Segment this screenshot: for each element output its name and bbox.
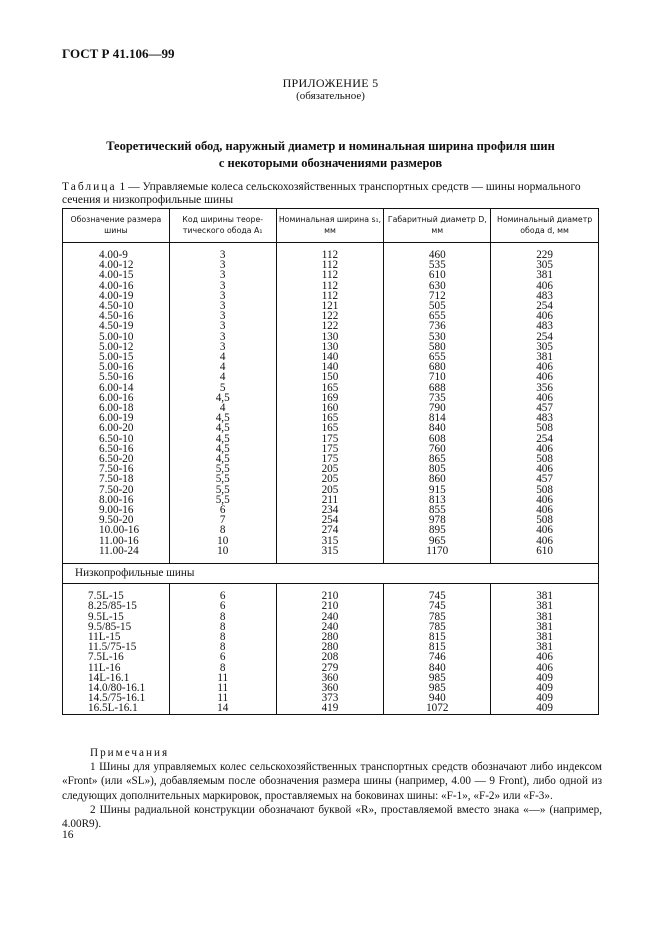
cell-size: 7.5L-15 xyxy=(63,591,170,601)
cell-width: 205 xyxy=(276,474,384,484)
cell-size: 6.50-16 xyxy=(63,444,170,454)
cell-width: 210 xyxy=(276,591,384,601)
cell-rim-code: 8 xyxy=(169,525,276,535)
page-number: 16 xyxy=(62,829,74,841)
cell-size: 14L-16.1 xyxy=(63,673,170,683)
cell-diameter: 655 xyxy=(384,311,491,321)
table-row xyxy=(63,703,599,714)
cell-width: 175 xyxy=(276,454,384,464)
table-row xyxy=(63,601,599,611)
cell-diameter: 840 xyxy=(384,423,491,433)
cell-size: 4.50-16 xyxy=(63,311,170,321)
table-caption-label: Таблица xyxy=(62,181,117,193)
cell-rim-diameter: 305 xyxy=(491,260,599,270)
cell-size: 6.00-19 xyxy=(63,413,170,423)
cell-rim-diameter: 381 xyxy=(491,622,599,632)
cell-rim-code: 4 xyxy=(169,403,276,413)
cell-rim-diameter: 409 xyxy=(491,693,599,703)
cell-rim-code: 6 xyxy=(169,652,276,662)
cell-rim-diameter: 406 xyxy=(491,495,599,505)
cell-size: 7.50-20 xyxy=(63,485,170,495)
header-rim-code: Код ширины теоре-тического обода A₁ xyxy=(169,209,276,243)
cell-rim-code: 4,5 xyxy=(169,393,276,403)
cell-size: 5.00-10 xyxy=(63,332,170,342)
cell-rim-code: 6 xyxy=(169,505,276,515)
cell-rim-diameter: 406 xyxy=(491,281,599,291)
cell-width: 360 xyxy=(276,683,384,693)
cell-rim-diameter: 483 xyxy=(491,321,599,331)
cell-rim-code: 11 xyxy=(169,683,276,693)
cell-rim-diameter: 483 xyxy=(491,291,599,301)
cell-diameter: 840 xyxy=(384,663,491,673)
cell-rim-diameter: 229 xyxy=(491,250,599,260)
cell-size: 5.00-12 xyxy=(63,342,170,352)
cell-width: 315 xyxy=(276,546,384,556)
title-line-1: Теоретический обод, наружный диаметр и номинальная ширина профиля шин xyxy=(106,139,555,153)
header-diameter: Габаритный диаметр D, мм xyxy=(384,209,491,243)
cell-rim-code: 6 xyxy=(169,591,276,601)
cell-width: 112 xyxy=(276,260,384,270)
cell-rim-diameter: 508 xyxy=(491,515,599,525)
cell-diameter: 965 xyxy=(384,536,491,546)
cell-rim-code: 5,5 xyxy=(169,495,276,505)
cell-width: 208 xyxy=(276,652,384,662)
cell-size: 14.5/75-16.1 xyxy=(63,693,170,703)
cell-width: 165 xyxy=(276,413,384,423)
cell-rim-diameter: 406 xyxy=(491,505,599,515)
cell-size: 6.00-14 xyxy=(63,383,170,393)
note-2: 2 Шины радиальной конструкции обозначают буквой «R», проставляемой вместо знака «—» (например, 4.00R9). xyxy=(62,803,602,831)
cell-diameter: 580 xyxy=(384,342,491,352)
cell-diameter: 790 xyxy=(384,403,491,413)
cell-rim-code: 3 xyxy=(169,321,276,331)
cell-rim-diameter: 406 xyxy=(491,362,599,372)
cell-rim-diameter: 381 xyxy=(491,642,599,652)
cell-diameter: 505 xyxy=(384,301,491,311)
cell-size: 7.50-16 xyxy=(63,464,170,474)
cell-size: 7.5L-16 xyxy=(63,652,170,662)
cell-size: 9.5/85-15 xyxy=(63,622,170,632)
cell-width: 121 xyxy=(276,301,384,311)
cell-rim-code: 5,5 xyxy=(169,464,276,474)
cell-diameter: 760 xyxy=(384,444,491,454)
section-label: Низкопрофильные шины xyxy=(63,564,599,584)
cell-size: 4.00-15 xyxy=(63,270,170,280)
cell-rim-diameter: 305 xyxy=(491,342,599,352)
cell-width: 130 xyxy=(276,342,384,352)
lowprofile-tires-body xyxy=(63,564,599,714)
cell-width: 205 xyxy=(276,485,384,495)
table-caption xyxy=(62,181,602,207)
cell-rim-code: 5,5 xyxy=(169,485,276,495)
cell-rim-diameter: 508 xyxy=(491,423,599,433)
cell-rim-code: 4,5 xyxy=(169,444,276,454)
cell-rim-diameter: 381 xyxy=(491,270,599,280)
cell-rim-diameter: 610 xyxy=(491,546,599,556)
cell-rim-diameter: 406 xyxy=(491,652,599,662)
cell-rim-diameter: 457 xyxy=(491,403,599,413)
cell-width: 112 xyxy=(276,291,384,301)
cell-diameter: 746 xyxy=(384,652,491,662)
cell-rim-code: 3 xyxy=(169,250,276,260)
cell-size: 11.00-24 xyxy=(63,546,170,556)
cell-width: 210 xyxy=(276,601,384,611)
cell-width: 150 xyxy=(276,372,384,382)
cell-width: 160 xyxy=(276,403,384,413)
cell-size: 4.50-19 xyxy=(63,321,170,331)
cell-width: 130 xyxy=(276,332,384,342)
cell-size: 7.50-18 xyxy=(63,474,170,484)
cell-width: 205 xyxy=(276,464,384,474)
cell-rim-diameter: 409 xyxy=(491,703,599,714)
cell-rim-code: 5,5 xyxy=(169,474,276,484)
document-header: ГОСТ Р 41.106—99 xyxy=(62,46,175,61)
cell-rim-code: 3 xyxy=(169,342,276,352)
cell-size: 8.25/85-15 xyxy=(63,601,170,611)
cell-rim-diameter: 381 xyxy=(491,632,599,642)
cell-diameter: 460 xyxy=(384,250,491,260)
cell-rim-diameter: 406 xyxy=(491,536,599,546)
cell-size: 14.0/80-16.1 xyxy=(63,683,170,693)
cell-width: 274 xyxy=(276,525,384,535)
cell-rim-diameter: 483 xyxy=(491,413,599,423)
cell-diameter: 915 xyxy=(384,485,491,495)
cell-diameter: 785 xyxy=(384,622,491,632)
cell-rim-diameter: 381 xyxy=(491,601,599,611)
cell-width: 140 xyxy=(276,362,384,372)
cell-size: 6.00-16 xyxy=(63,393,170,403)
cell-rim-code: 7 xyxy=(169,515,276,525)
table-row xyxy=(63,652,599,662)
cell-size: 9.50-20 xyxy=(63,515,170,525)
cell-width: 419 xyxy=(276,703,384,714)
appendix-subtitle: (обязательное) xyxy=(296,90,365,102)
cell-size: 11.00-16 xyxy=(63,536,170,546)
cell-rim-diameter: 254 xyxy=(491,434,599,444)
cell-rim-code: 8 xyxy=(169,632,276,642)
cell-rim-code: 8 xyxy=(169,642,276,652)
cell-rim-code: 3 xyxy=(169,311,276,321)
header-width: Номинальная ширина s₁, мм xyxy=(276,209,384,243)
cell-rim-diameter: 406 xyxy=(491,393,599,403)
note-1: 1 Шины для управляемых колес сельскохозяйственных транспортных средств обозначают либо индексом «Front» (или «SL»), добавляемым после обозначения размера шины (например, 4.00 — 9 Front), либо одной из следующих дополнительных маркировок, проставляемых на боковинах шины: «F-1», «F-2» или «F-3». xyxy=(62,761,602,802)
cell-size: 16.5L-16.1 xyxy=(63,703,170,714)
cell-size: 6.00-20 xyxy=(63,423,170,433)
cell-rim-code: 8 xyxy=(169,612,276,622)
cell-width: 373 xyxy=(276,693,384,703)
cell-size: 5.00-15 xyxy=(63,352,170,362)
cell-width: 122 xyxy=(276,311,384,321)
cell-width: 165 xyxy=(276,383,384,393)
header-size: Обозначение размера шины xyxy=(63,209,170,243)
cell-size: 4.00-19 xyxy=(63,291,170,301)
cell-width: 279 xyxy=(276,663,384,673)
cell-width: 175 xyxy=(276,434,384,444)
cell-diameter: 865 xyxy=(384,454,491,464)
cell-diameter: 813 xyxy=(384,495,491,505)
cell-rim-diameter: 508 xyxy=(491,454,599,464)
cell-rim-code: 3 xyxy=(169,281,276,291)
cell-size: 6.50-20 xyxy=(63,454,170,464)
cell-diameter: 535 xyxy=(384,260,491,270)
tire-table xyxy=(62,208,599,715)
cell-size: 4.00-9 xyxy=(63,250,170,260)
cell-size: 5.00-16 xyxy=(63,362,170,372)
cell-diameter: 712 xyxy=(384,291,491,301)
cell-diameter: 785 xyxy=(384,612,491,622)
cell-rim-code: 3 xyxy=(169,270,276,280)
notes-heading: Примечания xyxy=(90,747,170,759)
cell-rim-diameter: 406 xyxy=(491,663,599,673)
cell-rim-diameter: 254 xyxy=(491,332,599,342)
cell-rim-diameter: 409 xyxy=(491,673,599,683)
cell-diameter: 1170 xyxy=(384,546,491,556)
cell-diameter: 860 xyxy=(384,474,491,484)
section-row xyxy=(63,564,599,584)
cell-width: 112 xyxy=(276,281,384,291)
cell-diameter: 815 xyxy=(384,632,491,642)
cell-rim-diameter: 409 xyxy=(491,683,599,693)
cell-rim-diameter: 356 xyxy=(491,383,599,393)
cell-rim-diameter: 457 xyxy=(491,474,599,484)
cell-size: 4.00-12 xyxy=(63,260,170,270)
header-rim-diameter: Номинальный диаметр обода d, мм xyxy=(491,209,599,243)
cell-rim-code: 4 xyxy=(169,352,276,362)
cell-size: 11L-15 xyxy=(63,632,170,642)
table-caption-text: 1 — Управляемые колеса сельскохозяйственных транспортных средств — шины нормального сечения и низкопрофильные шины xyxy=(62,181,581,206)
cell-diameter: 745 xyxy=(384,601,491,611)
cell-diameter: 814 xyxy=(384,413,491,423)
table-header-row xyxy=(63,209,599,243)
cell-rim-code: 4 xyxy=(169,362,276,372)
cell-rim-code: 8 xyxy=(169,663,276,673)
cell-size: 4.50-10 xyxy=(63,301,170,311)
cell-diameter: 940 xyxy=(384,693,491,703)
cell-size: 9.5L-15 xyxy=(63,612,170,622)
cell-rim-code: 3 xyxy=(169,301,276,311)
cell-rim-diameter: 381 xyxy=(491,352,599,362)
cell-diameter: 985 xyxy=(384,673,491,683)
cell-size: 4.00-16 xyxy=(63,281,170,291)
cell-rim-diameter: 406 xyxy=(491,311,599,321)
cell-width: 211 xyxy=(276,495,384,505)
cell-size: 9.00-16 xyxy=(63,505,170,515)
cell-rim-code: 11 xyxy=(169,673,276,683)
cell-width: 122 xyxy=(276,321,384,331)
cell-rim-code: 10 xyxy=(169,546,276,556)
cell-diameter: 630 xyxy=(384,281,491,291)
cell-width: 112 xyxy=(276,270,384,280)
cell-diameter: 530 xyxy=(384,332,491,342)
cell-diameter: 710 xyxy=(384,372,491,382)
cell-size: 8.00-16 xyxy=(63,495,170,505)
cell-rim-code: 8 xyxy=(169,622,276,632)
cell-width: 165 xyxy=(276,423,384,433)
cell-width: 360 xyxy=(276,673,384,683)
cell-diameter: 610 xyxy=(384,270,491,280)
cell-width: 112 xyxy=(276,250,384,260)
cell-width: 240 xyxy=(276,622,384,632)
cell-width: 140 xyxy=(276,352,384,362)
appendix-title: ПРИЛОЖЕНИЕ 5 xyxy=(282,76,379,90)
cell-rim-code: 6 xyxy=(169,601,276,611)
cell-size: 5.50-16 xyxy=(63,372,170,382)
cell-size: 11L-16 xyxy=(63,663,170,673)
cell-diameter: 978 xyxy=(384,515,491,525)
cell-width: 280 xyxy=(276,642,384,652)
cell-rim-code: 5 xyxy=(169,383,276,393)
cell-diameter: 745 xyxy=(384,591,491,601)
cell-rim-code: 4,5 xyxy=(169,454,276,464)
cell-rim-code: 4,5 xyxy=(169,423,276,433)
normal-tires-body xyxy=(63,243,599,564)
cell-rim-code: 4,5 xyxy=(169,413,276,423)
cell-diameter: 736 xyxy=(384,321,491,331)
cell-size: 10.00-16 xyxy=(63,525,170,535)
cell-diameter: 655 xyxy=(384,352,491,362)
cell-rim-code: 10 xyxy=(169,536,276,546)
cell-diameter: 815 xyxy=(384,642,491,652)
cell-width: 315 xyxy=(276,536,384,546)
cell-width: 169 xyxy=(276,393,384,403)
notes xyxy=(62,746,602,831)
table-row xyxy=(63,546,599,556)
cell-width: 175 xyxy=(276,444,384,454)
cell-width: 240 xyxy=(276,612,384,622)
cell-diameter: 680 xyxy=(384,362,491,372)
cell-diameter: 608 xyxy=(384,434,491,444)
spacer-row xyxy=(63,556,599,564)
cell-width: 234 xyxy=(276,505,384,515)
cell-rim-diameter: 381 xyxy=(491,612,599,622)
cell-rim-code: 11 xyxy=(169,693,276,703)
cell-diameter: 735 xyxy=(384,393,491,403)
cell-rim-code: 14 xyxy=(169,703,276,714)
cell-width: 280 xyxy=(276,632,384,642)
cell-rim-diameter: 406 xyxy=(491,464,599,474)
cell-rim-code: 4,5 xyxy=(169,434,276,444)
cell-rim-code: 3 xyxy=(169,291,276,301)
cell-diameter: 895 xyxy=(384,525,491,535)
cell-diameter: 1072 xyxy=(384,703,491,714)
cell-width: 254 xyxy=(276,515,384,525)
cell-diameter: 688 xyxy=(384,383,491,393)
cell-rim-diameter: 381 xyxy=(491,591,599,601)
cell-diameter: 805 xyxy=(384,464,491,474)
cell-diameter: 855 xyxy=(384,505,491,515)
title-line-2: с некоторыми обозначениями размеров xyxy=(218,156,443,170)
cell-rim-diameter: 406 xyxy=(491,444,599,454)
page-title xyxy=(0,138,661,172)
cell-size: 11.5/75-15 xyxy=(63,642,170,652)
cell-rim-diameter: 406 xyxy=(491,525,599,535)
cell-rim-diameter: 254 xyxy=(491,301,599,311)
cell-diameter: 985 xyxy=(384,683,491,693)
cell-rim-diameter: 406 xyxy=(491,372,599,382)
cell-rim-code: 4 xyxy=(169,372,276,382)
cell-rim-diameter: 508 xyxy=(491,485,599,495)
cell-size: 6.50-10 xyxy=(63,434,170,444)
cell-rim-code: 3 xyxy=(169,260,276,270)
cell-size: 6.00-18 xyxy=(63,403,170,413)
cell-rim-code: 3 xyxy=(169,332,276,342)
